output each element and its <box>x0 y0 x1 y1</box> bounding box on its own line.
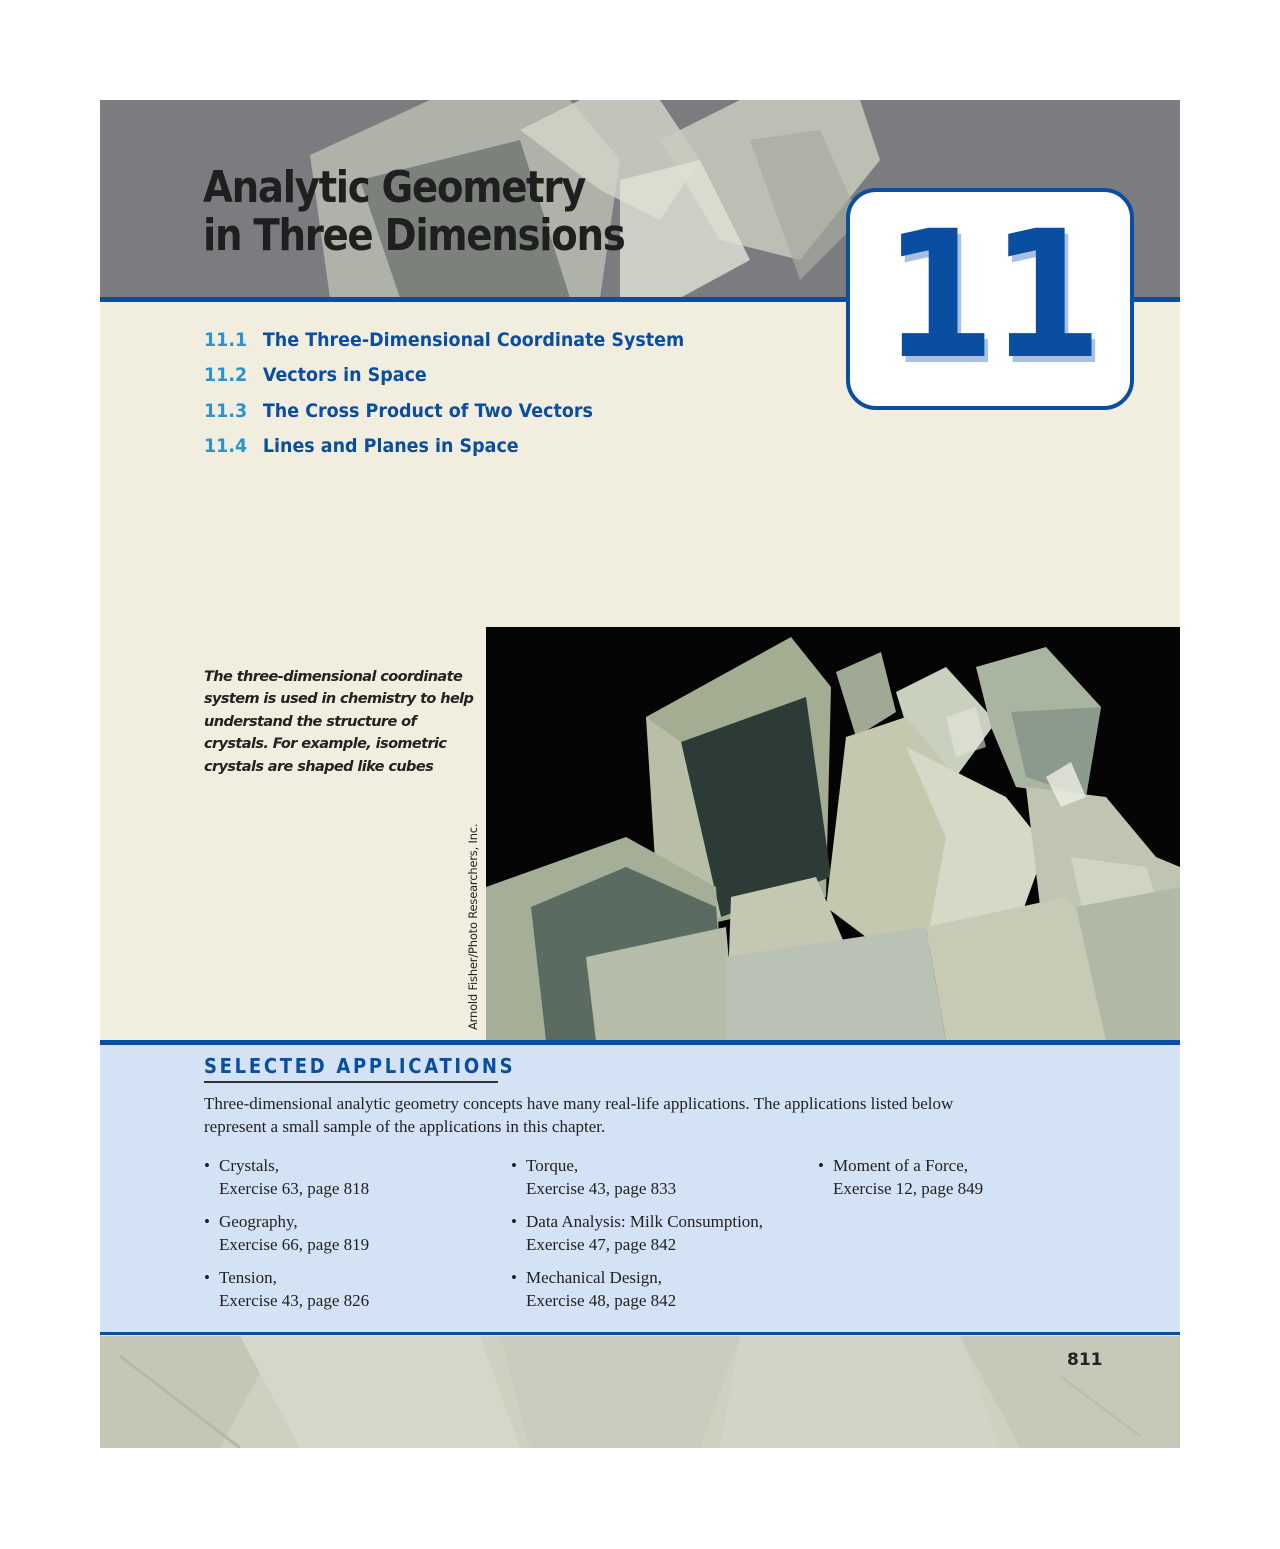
crystal-photo <box>486 627 1180 1041</box>
section-title: Lines and Planes in Space <box>262 435 519 458</box>
application-item <box>204 1266 369 1312</box>
application-item <box>511 1210 763 1256</box>
chapter-title-line1: Analytic Geometry <box>203 162 586 213</box>
application-reference: Exercise 48, page 842 <box>526 1291 677 1310</box>
bullet-icon: • <box>204 1268 210 1287</box>
application-item <box>818 1154 983 1200</box>
photo-credit: Arnold Fisher/Photo Researchers, Inc. <box>466 823 480 1030</box>
applications-bottom-rule <box>100 1332 1180 1335</box>
footer-crystal-image <box>100 1336 1180 1448</box>
application-topic: Moment of a Force, <box>833 1156 969 1175</box>
application-reference: Exercise 12, page 849 <box>833 1179 984 1198</box>
section-link-11-3[interactable] <box>204 393 684 429</box>
application-reference: Exercise 43, page 826 <box>219 1291 370 1310</box>
selected-applications <box>100 1040 1180 1336</box>
section-title: The Three-Dimensional Coordinate System <box>262 328 685 351</box>
application-topic: Torque, <box>526 1156 579 1175</box>
applications-column-1 <box>204 1154 369 1322</box>
application-item <box>204 1210 369 1256</box>
footer-crystal-texture <box>100 1336 1180 1448</box>
chapter-title-line2: in Three Dimensions <box>203 210 625 261</box>
applications-column-3 <box>818 1154 983 1210</box>
page-number: 811 <box>1067 1350 1103 1370</box>
chapter-number-box <box>846 188 1134 410</box>
bullet-icon: • <box>818 1156 824 1175</box>
section-link-11-2[interactable] <box>204 358 684 394</box>
section-number: 11.1 <box>204 328 248 351</box>
application-item <box>511 1266 763 1312</box>
applications-top-rule <box>100 1040 1180 1045</box>
bullet-icon: • <box>204 1212 210 1231</box>
application-reference: Exercise 47, page 842 <box>526 1235 677 1254</box>
section-title: The Cross Product of Two Vectors <box>262 399 593 422</box>
application-item <box>204 1154 369 1200</box>
applications-column-2 <box>511 1154 763 1322</box>
applications-heading-underline <box>204 1081 498 1083</box>
application-topic: Tension, <box>219 1268 277 1287</box>
figure-caption: The three-dimensional coordinate system is used in chemistry to help understand the structure of crystals. For example, isometric crystals are shaped like cubes <box>204 669 474 775</box>
applications-heading: SELECTED APPLICATIONS <box>204 1054 516 1078</box>
application-reference: Exercise 43, page 833 <box>526 1179 677 1198</box>
application-topic: Data Analysis: Milk Consumption, <box>526 1212 764 1231</box>
application-topic: Mechanical Design, <box>526 1268 662 1287</box>
applications-intro: Three-dimensional analytic geometry concepts have many real-life applications. The applications listed below represent a small sample of the applications in this chapter. <box>204 1094 954 1136</box>
section-link-11-4[interactable] <box>204 429 684 465</box>
section-list <box>204 322 726 464</box>
section-number: 11.4 <box>204 435 248 458</box>
textbook-page <box>100 100 1180 1448</box>
section-number: 11.2 <box>204 364 248 387</box>
application-reference: Exercise 63, page 818 <box>219 1179 370 1198</box>
application-item <box>511 1154 763 1200</box>
crystal-image <box>486 627 1180 1041</box>
chapter-number: 11 <box>882 193 1098 398</box>
bullet-icon: • <box>511 1212 517 1231</box>
section-title: Vectors in Space <box>262 364 427 387</box>
section-number: 11.3 <box>204 399 248 422</box>
application-topic: Crystals, <box>219 1156 279 1175</box>
application-topic: Geography, <box>219 1212 298 1231</box>
bullet-icon: • <box>511 1268 517 1287</box>
bullet-icon: • <box>511 1156 517 1175</box>
application-reference: Exercise 66, page 819 <box>219 1235 370 1254</box>
bullet-icon: • <box>204 1156 210 1175</box>
chapter-title <box>203 164 624 260</box>
section-link-11-1[interactable] <box>204 322 684 358</box>
